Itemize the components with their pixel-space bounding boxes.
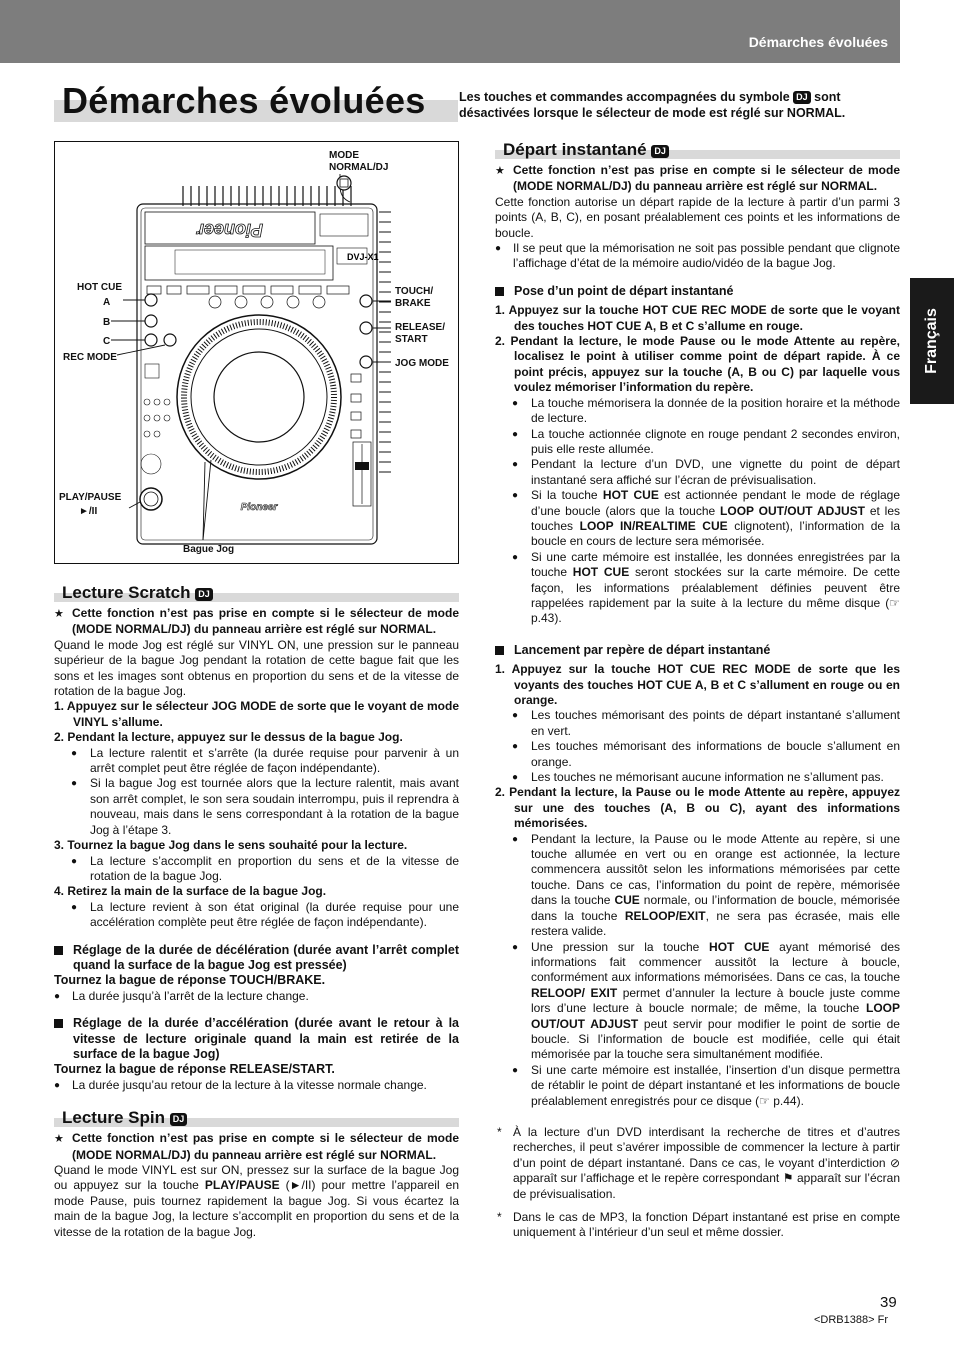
label-touch: TOUCH/	[395, 286, 434, 297]
label-jog-mode: JOG MODE	[395, 358, 449, 369]
depart-heading: Départ instantané	[503, 140, 647, 159]
label-release: RELEASE/	[395, 322, 446, 333]
brand-logo: Pioneer	[196, 220, 264, 240]
deceleration-heading: Réglage de la durée de décélération (durée avant l’arrêt complet quand la surface de la bague Jog est pressée)	[54, 943, 459, 974]
lancement-step-1: 1. Appuyez sur la touche HOT CUE REC MODE de sorte que les voyants des touches HOT CUE A, B et C s’allument en rouge ou en orange.	[495, 662, 900, 707]
lancement-step-2: 2. Pendant la lecture, la Pause ou le mode Attente au repère, appuyez sur une des touches (A, B ou C), ayant des informations mémorisées.	[495, 785, 900, 831]
footnote-dvd: * À la lecture d’un DVD interdisant la recherche de titres et d’autres recherches, il peut s’avérer impossible de commencer la lecture à partir d’un point de départ instantané. Dans ce cas, le voyant d’interdiction ⊘ apparaît sur l’affichage et le repère correspondant ⚑ apparaît sur l’écran de prévisualisation.	[495, 1125, 900, 1202]
dj-icon: DJ	[195, 588, 213, 601]
hot-cue-marker-icon: ⚑	[782, 1171, 794, 1186]
pose-heading: Pose d’un point de départ instantané	[495, 284, 900, 299]
footnote-mp3: * Dans le cas de MP3, la fonction Départ instantané est prise en compte uniquement à l’intérieur d’un seul et même dossier.	[495, 1210, 900, 1241]
page-title: Démarches évoluées	[62, 80, 426, 121]
depart-star-note: ★ Cette fonction n’est pas prise en compte si le sélecteur de mode (MODE NORMAL/DJ) du panneau arrière est réglé sur NORMAL.	[495, 163, 900, 195]
spin-body: Quand le mode VINYL est sur ON, pressez sur la surface de la bague Jog ou appuyez sur la touche PLAY/PAUSE (►/II) pour mettre l’appareil en mode Pause, puis tournez rapidement la bague Jog. Si vous écartez la main de la bague Jog, la lecture s’accomplit en proportion du sens et de la vitesse de la rotation de la bague Jog.	[54, 1163, 460, 1239]
scratch-step-3-bullet: ● La lecture s’accomplit en proportion du sens et de la vitesse de rotation de la bague Jog.	[54, 854, 459, 885]
label-a: A	[103, 297, 111, 308]
acceleration-instruction: Tournez la bague de réponse RELEASE/START.	[54, 1062, 335, 1077]
depart-intro: Cette fonction autorise un départ rapide de la lecture à partir d’un parmi 3 points (A, B, C), en posant préalablement ces points et les informations de boucle.	[495, 194, 900, 240]
pose-step-2: 2. Pendant la lecture, le mode Pause ou le mode Attente au repère, localisez le point à utiliser comme point de départ rapide. À ce point précis, appuyez sur la touche (A, B ou C) par laquelle vous voulez mémoriser l’information du repère.	[495, 334, 900, 395]
lancement-step-2-bullet-3: ● Si une carte mémoire est installée, l’insertion d’un disque permettra de rétablir le point de départ instantané et les informations de boucle préalablement enregistrés pour ce disque (☞ p.44).	[495, 1063, 900, 1109]
dj-icon: DJ	[170, 1113, 188, 1126]
section-header: Démarches évoluées	[748, 34, 888, 50]
pose-bullet-1: ● La touche mémorisera la donnée de la position horaire et la méthode de lecture.	[495, 396, 900, 427]
scratch-step-2-bullet-1: ● La lecture ralentit et s’arrête (la durée requise pour parvenir à un arrêt complet peut être réglée de façon indépendante).	[54, 746, 459, 777]
scratch-step-2-bullet-2: ● Si la bague Jog est tournée alors que la lecture ralentit, mais avant son arrêt complet, le son sera soudain interrompu, puis il reprendra à nouveau, mais dans le sens correspondant à la rotation de la bague Jog à l’étape 3.	[54, 776, 459, 838]
label-b: B	[103, 317, 111, 328]
right-column	[495, 137, 900, 1241]
label-play-symbol: ►/II	[79, 506, 98, 517]
label-brake: BRAKE	[395, 298, 431, 309]
label-rec-mode: REC MODE	[63, 352, 117, 363]
scratch-intro: Quand le mode Jog est réglé sur VINYL ON, une pression sur le panneau supérieur de la bague Jog pendant la rotation de cette bague fait que les sons et les images sont obtenus en proportion du sens et de la vitesse de rotation de la bague Jog.	[54, 637, 459, 699]
document-reference: <DRB1388> Fr	[814, 1314, 888, 1326]
language-label: Français	[923, 308, 940, 374]
scratch-step-4-bullet: ● La lecture revient à son état original (la durée requise pour une accélération complète peut être réglée de façon indépendante).	[54, 900, 459, 931]
pose-bullet-2: ● La touche actionnée clignote en rouge pendant 2 secondes environ, puis elle reste allumée.	[495, 427, 900, 458]
scratch-step-3: 3. Tournez la bague Jog dans le sens souhaité pour la lecture.	[54, 838, 408, 853]
label-start: START	[395, 334, 428, 345]
header-note	[459, 89, 900, 121]
section-lecture-scratch	[54, 580, 459, 602]
deceleration-bullet: ● La durée jusqu’à l’arrêt de la lecture change.	[54, 989, 459, 1004]
pose-bullet-5: ● Si une carte mémoire est installée, les données enregistrées par la touche HOT CUE seront stockées sur la carte mémoire. De cette façon, les informations préalablement définies peuvent être rappelées rapidement par la suite à la lecture du même disque (☞ p.43).	[495, 550, 900, 627]
scratch-heading: Lecture Scratch	[62, 583, 191, 602]
label-mode-normal-dj: NORMAL/DJ	[329, 162, 389, 173]
deceleration-instruction: Tournez la bague de réponse TOUCH/BRAKE.	[54, 973, 326, 988]
header-note-pre: Les touches et commandes accompagnées du symbole	[459, 90, 790, 104]
label-mode: MODE	[329, 150, 359, 161]
pose-bullet-3: ● Pendant la lecture d’un DVD, une vignette du point de départ instantané sera affiché sur l’écran de prévisualisation.	[495, 457, 900, 488]
scratch-step-2: 2. Pendant la lecture, appuyez sur le dessus de la bague Jog.	[54, 730, 403, 745]
pose-step-1: 1. Appuyez sur la touche HOT CUE REC MODE de sorte que le voyant des touches HOT CUE A, B et C s’allume en rouge.	[495, 303, 900, 333]
acceleration-bullet: ● La durée jusqu’au retour de la lecture à la vitesse normale change.	[54, 1078, 459, 1093]
spin-heading: Lecture Spin	[62, 1108, 165, 1128]
pose-bullet-4: ● Si la touche HOT CUE est actionnée pendant le mode de réglage d’une boucle (alors que la touche LOOP OUT/OUT ADJUST et les touches LOOP IN/REALTIME CUE clignotent), l’information de la boucle en cours de lecture sera mémorisée.	[495, 488, 900, 550]
device-figure	[54, 141, 459, 564]
lancement-step-2-bullet-2: ● Une pression sur la touche HOT CUE ayant mémorisé des informations fait commencer aussitôt la lecture à boucle, conformément aux informations mémorisées. Dans ce cas, la touche RELOOP/ EXIT permet d’annuler la lecture à boucle juste comme lors d’une lecture à boucle normale; de même, la touche LOOP OUT/OUT ADJUST peut servir pour modifier le point de sortie de boucle. Si l’information de boucle est modifiée, celle qui était mémorisée par la touche sera simultanément modifiée.	[495, 940, 900, 1063]
language-tab	[910, 278, 954, 404]
page-number: 39	[880, 1294, 897, 1311]
lancement-bullet-2: ● Les touches mémorisant des informations de boucle s’allument en orange.	[495, 739, 900, 770]
header-note-post: sont désactivées lorsque le sélecteur de mode est réglé sur NORMAL.	[459, 90, 846, 120]
prohibition-icon: ⊘	[889, 1155, 900, 1170]
spin-star-note: ★ Cette fonction n’est pas prise en compte si le sélecteur de mode (MODE NORMAL/DJ) du panneau arrière est réglé sur NORMAL.	[54, 1131, 459, 1163]
label-bague-jog: Bague Jog	[183, 544, 235, 555]
lancement-bullet-3: ● Les touches ne mémorisant aucune information ne s’allument pas.	[495, 770, 900, 785]
depart-intro-bullet: ● Il se peut que la mémorisation ne soit pas possible pendant que clignote l’affichage d’état de la mémoire audio/vidéo de la bague Jog.	[495, 241, 900, 272]
dj-symbol: DJ	[793, 91, 811, 104]
label-hot-cue: HOT CUE	[77, 282, 122, 293]
header-bar	[0, 0, 900, 63]
device-illustration	[55, 142, 458, 563]
label-c: C	[103, 336, 111, 347]
scratch-star-note: ★ Cette fonction n’est pas prise en compte si le sélecteur de mode (MODE NORMAL/DJ) du panneau arrière est réglé sur NORMAL.	[54, 606, 459, 638]
acceleration-heading: Réglage de la durée d’accélération (durée avant le retour à la vitesse de lecture originale quand la main est retirée de la surface de la bague Jog)	[54, 1016, 459, 1062]
model-label: DVJ-X1	[347, 252, 379, 262]
label-play-pause: PLAY/PAUSE	[59, 492, 122, 503]
section-lecture-spin	[54, 1105, 459, 1127]
lancement-bullet-1: ● Les touches mémorisant des points de départ instantané s’allument en vert.	[495, 708, 900, 739]
section-depart-instantane	[495, 137, 900, 159]
scratch-step-1: 1. Appuyez sur le sélecteur JOG MODE de sorte que le voyant de mode VINYL s’allume.	[54, 699, 460, 729]
left-column	[54, 580, 459, 1240]
dj-icon: DJ	[651, 145, 669, 158]
lancement-heading: Lancement par repère de départ instantané	[495, 643, 900, 658]
lancement-step-2-bullet-1: ● Pendant la lecture, la Pause ou le mode Attente au repère, si une touche allumée en vert ou en orange est actionnée, la lecture commencera aussitôt selon les informations mémorisées par cette touche. Dans ce cas, l’information du point de repère, mémorisée dans la touche CUE normale, ou l’information de boucle, mémorisée dans la touche RELOOP/EXIT, ne sera pas écrasée, mais elle restera valide.	[495, 832, 900, 940]
brand-front: Pioneer	[240, 502, 278, 513]
scratch-step-4: 4. Retirez la main de la surface de la bague Jog.	[54, 884, 327, 899]
